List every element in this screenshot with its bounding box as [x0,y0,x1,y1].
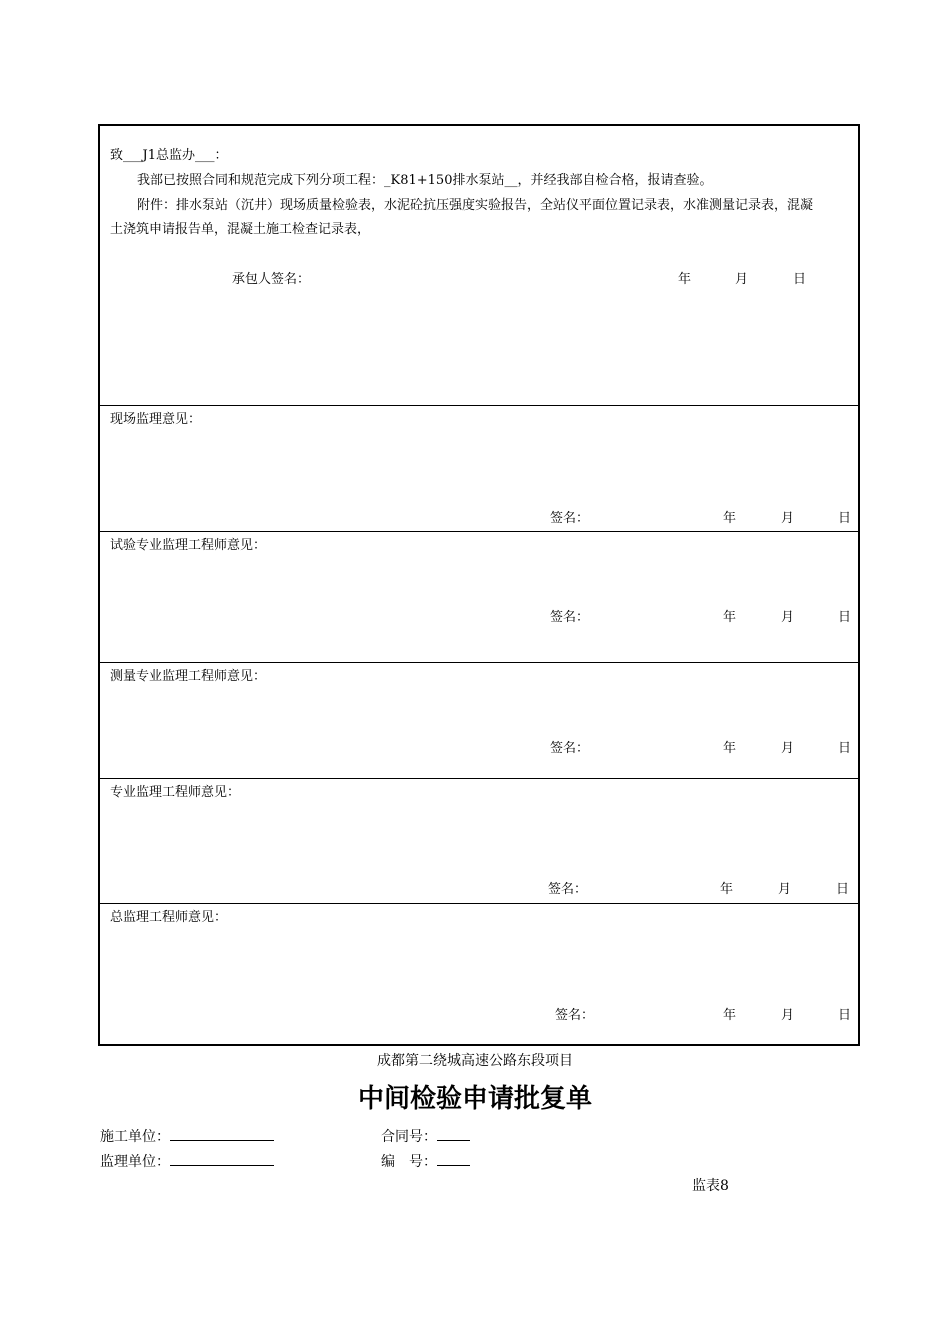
day-label: 日 [838,741,852,756]
month-label: 月 [781,511,795,526]
sign-label: 签名： [550,741,590,756]
supervision-unit-line [100,1151,274,1171]
section-title: 试验专业监理工程师意见： [110,538,267,553]
month-label: 月 [781,741,795,756]
serial-no-line [381,1151,470,1171]
serial-no-label: 编 号： [381,1154,437,1170]
work-item: _K81+150排水泵站__ [384,173,518,188]
supervision-unit-label: 监理单位： [100,1154,170,1170]
year-label: 年 [723,511,737,526]
contract-no-field [437,1128,470,1141]
to-suffix: ： [214,148,228,163]
day-label: 日 [838,610,852,625]
form-code: 监表8 [692,1178,729,1194]
specialty-engineer-section [100,778,858,903]
test-engineer-section [100,531,858,662]
month-label: 月 [781,610,795,625]
chief-engineer-section [100,903,858,1046]
statement-suffix: ，并经我部自检合格，报请查验。 [517,173,713,188]
month-label: 月 [778,882,792,897]
year-label: 年 [720,882,734,897]
section-title: 测量专业监理工程师意见： [110,669,267,684]
inspection-form [98,124,860,1046]
attachments-line-1: 附件：排水泵站（沉井）现场质量检验表，水泥砼抗压强度实验报告，全站仪平面位置记录表，水准测量记录表，混凝 [137,198,814,213]
construction-unit-field [170,1128,274,1141]
day-label: 日 [836,882,850,897]
attachments-line-2: 土浇筑申请报告单，混凝土施工检查记录表， [110,222,371,237]
contract-no-line [381,1126,470,1146]
section-title: 总监理工程师意见： [110,910,228,925]
supervision-unit-field [170,1153,274,1166]
contractor-sign-label: 承包人签名： [232,272,311,287]
to-prefix: 致 [110,148,124,163]
construction-unit-line [100,1126,274,1146]
addressee-line [110,148,228,163]
request-statement [137,173,713,188]
construction-unit-label: 施工单位： [100,1129,170,1145]
month-label: 月 [781,1008,795,1023]
year-label: 年 [723,741,737,756]
contractor-month: 月 [735,272,749,287]
day-label: 日 [838,511,852,526]
to-target: ___J1总监办___ [123,148,215,163]
site-supervisor-section [100,405,858,531]
project-name: 成都第二绕城高速公路东段项目 [377,1053,573,1069]
contractor-year: 年 [678,272,692,287]
section-title: 专业监理工程师意见： [110,785,241,800]
sign-label: 签名： [555,1008,595,1023]
serial-no-field [437,1153,470,1166]
request-section [100,126,858,405]
year-label: 年 [723,1008,737,1023]
year-label: 年 [723,610,737,625]
day-label: 日 [838,1008,852,1023]
sign-label: 签名： [550,610,590,625]
contractor-day: 日 [793,272,807,287]
contract-no-label: 合同号： [381,1129,437,1145]
sign-label: 签名： [550,511,590,526]
survey-engineer-section [100,662,858,778]
statement-prefix: 我部已按照合同和规范完成下列分项工程： [137,173,385,188]
sign-label: 签名： [548,882,588,897]
form-title: 中间检验申请批复单 [357,1084,592,1114]
section-title: 现场监理意见： [110,412,202,427]
